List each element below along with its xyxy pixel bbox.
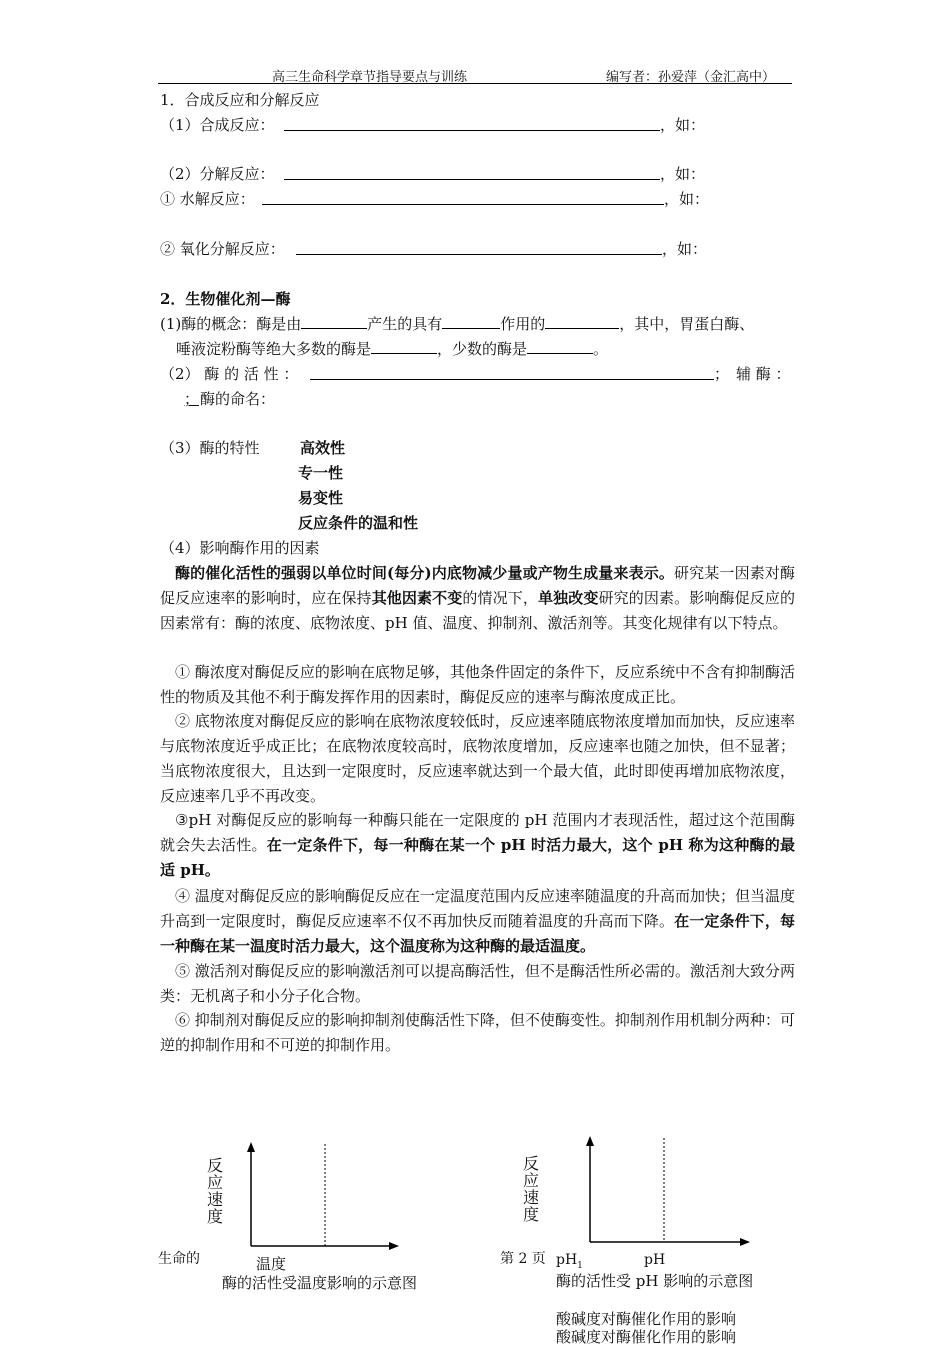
- activity-label: （2） 酶 的 活 性 ：: [160, 365, 299, 383]
- intro-text-1: 研究某一因素对酶促反应速率的影响时，应在保持: [160, 564, 795, 607]
- factor-temperature: [160, 884, 795, 959]
- temp-y-arrow: [247, 1142, 255, 1152]
- intro-bold-2: 其他因素不变: [371, 589, 463, 607]
- page-number: 第 2 页: [500, 1251, 546, 1267]
- concept-text-4: ，其中，胃蛋白酶、: [619, 315, 755, 333]
- temp-ylabel-char: 速: [206, 1190, 223, 1209]
- header-author: 编写者：孙爱萍（金汇高中）: [606, 70, 776, 85]
- ph-ylabel: [522, 1155, 540, 1223]
- concept-text-2: 产生的具有: [367, 315, 443, 333]
- section2-title: 2．生物催化剂—酶: [160, 290, 291, 308]
- section1-title: 1．合成反应和分解反应: [160, 91, 320, 109]
- ph-ylabel-char: 应: [522, 1171, 539, 1190]
- naming-semicolon: ；: [184, 390, 200, 408]
- intro-bold-3: 单独改变: [538, 589, 599, 607]
- ph-caption: 酶的活性受 pH 影响的示意图: [556, 1272, 754, 1290]
- concept-blank-2[interactable]: [442, 314, 500, 329]
- concept-text-6: ，少数的酶是: [437, 340, 528, 358]
- oxidative-blank[interactable]: [296, 254, 662, 255]
- temp-axes: [244, 1142, 404, 1252]
- activity-semicolon: ；: [714, 365, 730, 383]
- concept-blank-3[interactable]: [545, 314, 619, 329]
- ph-x-left-sub: 1: [577, 1260, 583, 1271]
- intro-bold: 酶的催化活性的强弱以单位时间(每分)内底物减少量或产物生成量来表示。: [175, 564, 674, 582]
- concept-text-5: 唾液淀粉酶等绝大多数的酶是: [176, 340, 372, 358]
- ph-extra-caption-2: 酸碱度对酶催化作用的影响: [556, 1328, 737, 1346]
- ph-y-arrow: [586, 1136, 594, 1146]
- temp-xlabel: 温度: [256, 1255, 287, 1273]
- intro-text-2: 的情况下，: [462, 589, 539, 607]
- synthesis-example: ，如：: [660, 116, 706, 134]
- ph-ylabel-char: 反: [522, 1154, 539, 1173]
- temp-ylabel-char: 应: [206, 1173, 223, 1192]
- factors-intro: [160, 561, 795, 636]
- factor-substrate-concentration: ② 底物浓度对酶促反应的影响在底物浓度较低时，反应速率随底物浓度增加而加快，反应速率与底物浓度近乎成正比；在底物浓度较高时，底物浓度增加，反应速率也随之加快，但不显著；当底物浓度很大，且达到一定限度时，反应速率就达到一个最大值，此时即使再增加底物浓度，反应速率几乎不再改变。: [160, 712, 795, 805]
- ph-ylabel-char: 度: [522, 1205, 539, 1224]
- temp-ylabel-char: 度: [206, 1207, 223, 1226]
- naming-label: 酶的命名：: [200, 390, 276, 408]
- property-efficiency: 高效性: [300, 439, 346, 457]
- activity-blank[interactable]: [310, 379, 714, 380]
- concept-blank-4[interactable]: [371, 339, 437, 354]
- factor-temperature-bold: 在一定条件下，每一种酶在某一温度时活力最大，这个温度称为这种酶的最适温度。: [160, 912, 795, 955]
- property-variability: 易变性: [298, 489, 344, 507]
- oxidative-label: ② 氧化分解反应：: [160, 240, 285, 258]
- temp-caption: 酶的活性受温度影响的示意图: [222, 1274, 418, 1292]
- temp-ylabel-char: 反: [206, 1156, 223, 1175]
- factor-temperature-text: ④ 温度对酶促反应的影响酶促反应在一定温度范围内反应速率随温度的升高而加快；但当温度升高到一定限度时，酶促反应速率不仅不再加快反而随着温度的升高而下降。: [160, 887, 795, 930]
- header-title: 高三生命科学章节指导要点与训练: [272, 70, 468, 85]
- properties-label: （3）酶的特性: [160, 439, 260, 457]
- concept-line-2: [176, 338, 608, 359]
- hydrolysis-label: ① 水解反应：: [160, 190, 255, 208]
- oxidative-example: ，如：: [662, 240, 708, 258]
- concept-blank-1[interactable]: [301, 314, 367, 329]
- temp-x-arrow: [389, 1242, 399, 1250]
- concept-blank-5[interactable]: [527, 339, 593, 354]
- ph-ylabel-char: 速: [522, 1188, 539, 1207]
- synthesis-label: （1）合成反应：: [160, 116, 275, 134]
- intro-text-3: 研究的因素。影响酶促反应的因素常有：酶的浓度、底物浓度、pH 值、温度、抑制剂、激活剂等。其变化规律有以下特点。: [160, 589, 795, 632]
- cofactor-label: 辅 酶 ：: [736, 365, 791, 383]
- synthesis-blank[interactable]: [284, 130, 660, 131]
- ph-x-left-label: [556, 1252, 583, 1271]
- hydrolysis-example: ，如：: [664, 190, 710, 208]
- ph-axes: [583, 1136, 753, 1246]
- factor-enzyme-concentration: ① 酶浓度对酶促反应的影响在底物足够，其他条件固定的条件下，反应系统中不含有抑制酶活性的物质及其他不利于酶发挥作用的因素时，酶促反应的速率与酶浓度成正比。: [160, 663, 795, 706]
- ph-x-right-label: pH: [644, 1252, 666, 1268]
- ph-extra-caption-1: 酸碱度对酶催化作用的影响: [556, 1310, 737, 1328]
- factor-activator: ⑤ 激活剂对酶促反应的影响激活剂可以提高酶活性，但不是酶活性所必需的。激活剂大致分两类：无机离子和小分子化合物。: [160, 962, 795, 1005]
- factor-ph-text: ③pH 对酶促反应的影响每一种酶只能在一定限度的 pH 范围内才表现活性，超过这个范围酶就会失去活性。: [160, 811, 795, 854]
- decomposition-example: ，如：: [660, 165, 706, 183]
- concept-text-3: 作用的: [500, 315, 546, 333]
- factor-ph: [160, 808, 795, 883]
- factor-ph-bold: 在一定条件下，每一种酶在某一个 pH 时活力最大，这个 pH 称为这种酶的最适 pH。: [160, 836, 795, 879]
- property-specificity: 专一性: [298, 464, 344, 482]
- ph-x-left-text: pH: [556, 1252, 578, 1268]
- hydrolysis-blank[interactable]: [262, 204, 664, 205]
- factor-inhibitor: ⑥ 抑制剂对酶促反应的影响抑制剂使酶活性下降，但不使酶变性。抑制剂作用机制分两种：可逆的抑制作用和不可逆的抑制作用。: [160, 1011, 795, 1054]
- decomposition-label: （2）分解反应：: [160, 165, 275, 183]
- decomposition-blank[interactable]: [284, 179, 660, 180]
- property-mild-conditions: 反应条件的温和性: [298, 514, 419, 532]
- footer-left-text: 生命的: [158, 1251, 200, 1267]
- factors-label: （4）影响酶作用的因素: [160, 539, 320, 557]
- ph-x-arrow: [740, 1238, 750, 1246]
- concept-text-1: (1)酶的概念：酶是由: [160, 315, 302, 333]
- header-rule: [158, 83, 792, 84]
- concept-text-7: 。: [593, 340, 609, 358]
- temp-ylabel: [206, 1157, 224, 1225]
- concept-line-1: [160, 313, 754, 334]
